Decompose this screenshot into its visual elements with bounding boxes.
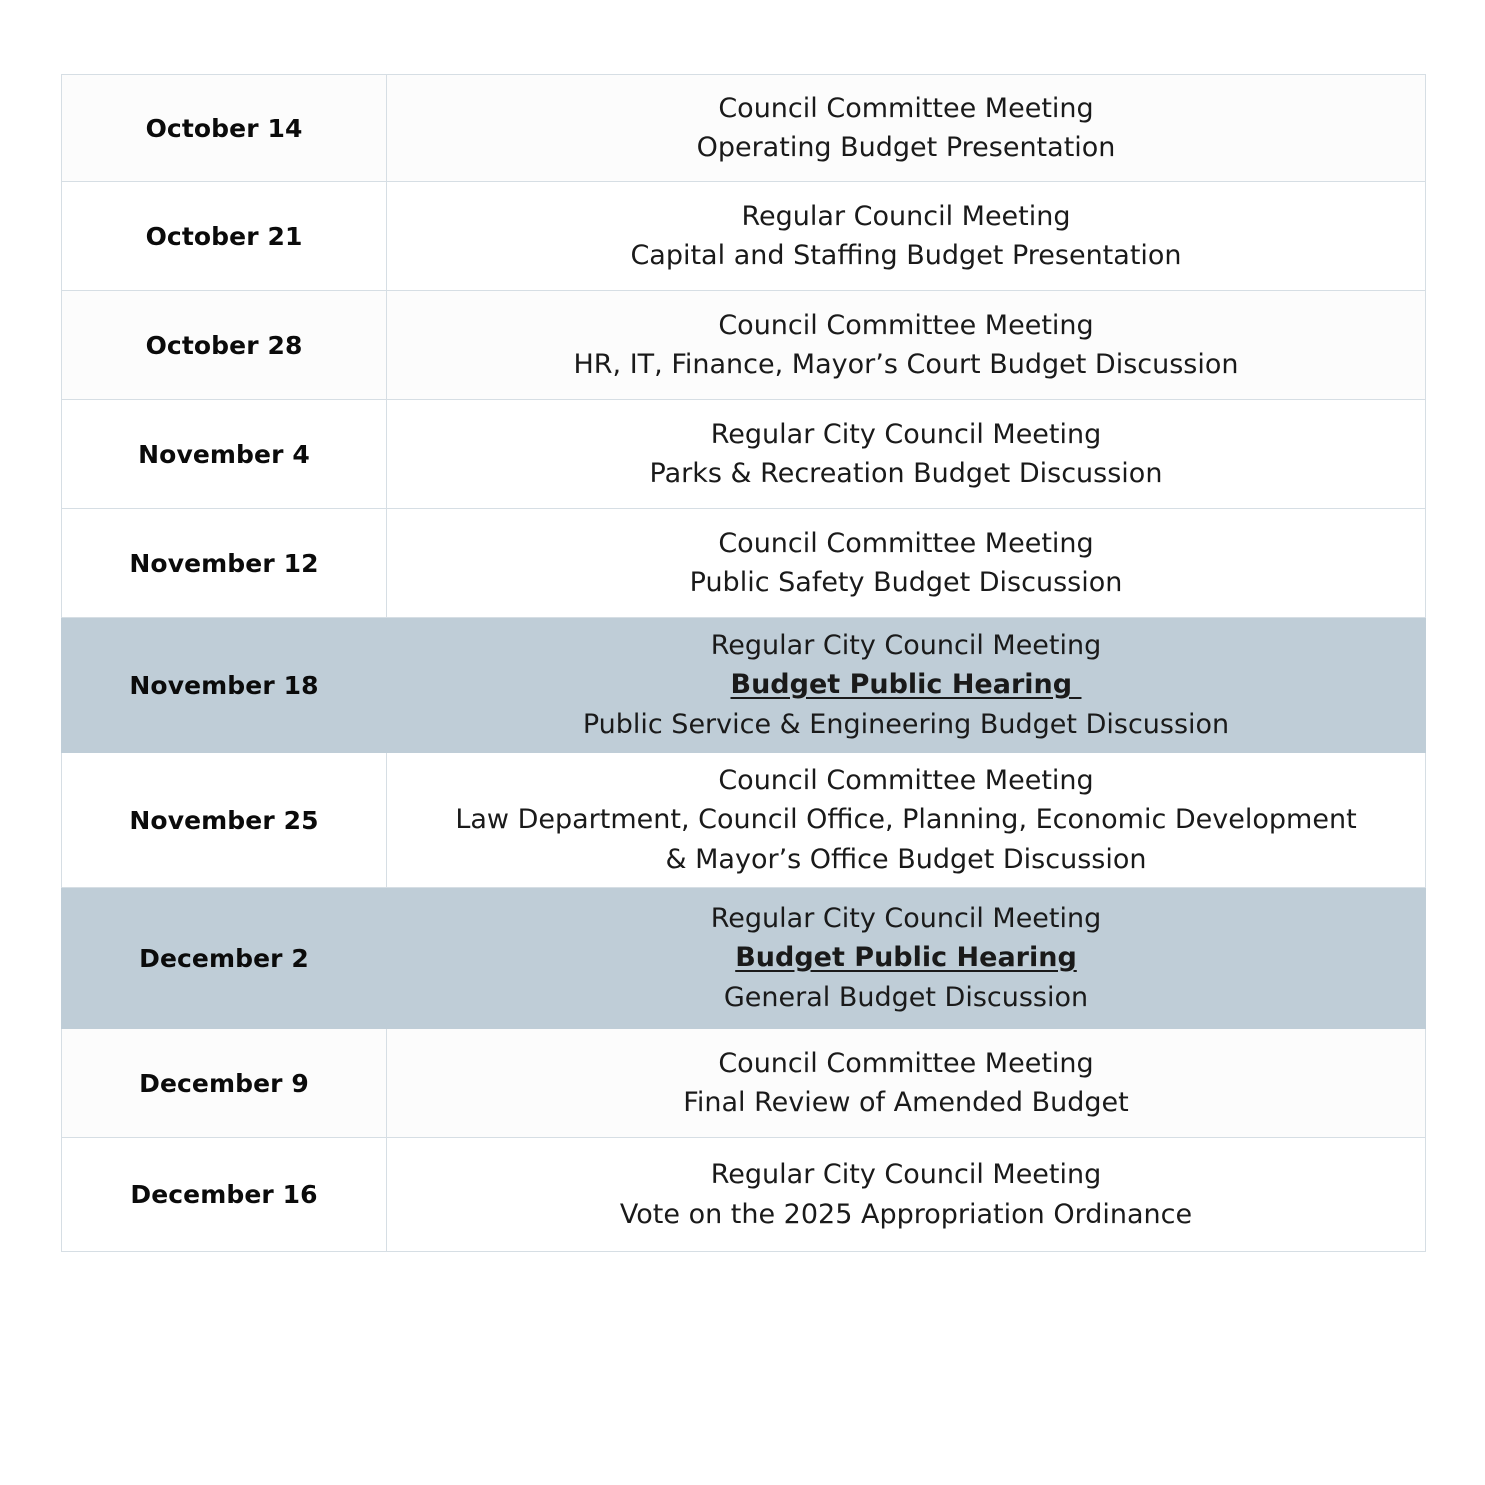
- row-date: October 28: [62, 291, 387, 400]
- row-description: [387, 753, 1426, 888]
- row-date: October 21: [62, 182, 387, 291]
- description-line: Operating Budget Presentation: [696, 132, 1116, 163]
- row-date: November 25: [62, 753, 387, 888]
- description-line: Regular City Council Meeting: [710, 418, 1102, 450]
- row-date: December 2: [62, 888, 387, 1029]
- row-date: November 12: [62, 509, 387, 618]
- description-line: General Budget Discussion: [723, 981, 1089, 1013]
- description-line: & Mayor’s Office Budget Discussion: [665, 843, 1147, 875]
- description-line: Capital and Staffing Budget Presentation: [630, 240, 1182, 271]
- description-line: Law Department, Council Office, Planning, Economic Development: [455, 804, 1357, 836]
- row-description: [387, 400, 1426, 509]
- table-row-highlighted: [62, 618, 1426, 753]
- description-line: Regular City Council Meeting: [710, 1159, 1102, 1191]
- row-description: [387, 1029, 1426, 1138]
- row-description: [387, 509, 1426, 618]
- row-description: [387, 182, 1426, 291]
- row-date: November 4: [62, 400, 387, 509]
- table-row: [62, 291, 1426, 400]
- row-date: October 14: [62, 75, 387, 182]
- table-row: [62, 753, 1426, 888]
- description-line: Council Committee Meeting: [718, 1047, 1094, 1079]
- description-line: Regular Council Meeting: [741, 200, 1071, 232]
- table-row: [62, 509, 1426, 618]
- row-description: [387, 1138, 1426, 1252]
- row-date: December 9: [62, 1029, 387, 1138]
- table-row: [62, 1029, 1426, 1138]
- description-line: Council Committee Meeting: [718, 527, 1094, 559]
- description-line: Regular City Council Meeting: [710, 629, 1102, 661]
- public-hearing-label: Budget Public Hearing: [735, 942, 1077, 974]
- description-line: Final Review of Amended Budget: [683, 1087, 1129, 1118]
- description-line: Vote on the 2025 Appropriation Ordinance: [619, 1198, 1193, 1230]
- description-line: Council Committee Meeting: [718, 92, 1094, 124]
- description-line: Council Committee Meeting: [718, 764, 1094, 796]
- public-hearing-label: Budget Public Hearing: [730, 669, 1082, 701]
- schedule-table-body: [62, 75, 1426, 1252]
- description-line: Parks & Recreation Budget Discussion: [649, 458, 1163, 489]
- description-line: Public Safety Budget Discussion: [689, 567, 1123, 598]
- row-description: [387, 618, 1426, 753]
- table-row: [62, 182, 1426, 291]
- description-line: Council Committee Meeting: [718, 309, 1094, 341]
- budget-schedule: [61, 74, 1425, 1252]
- table-row-highlighted: [62, 888, 1426, 1029]
- row-description: [387, 888, 1426, 1029]
- description-line: Public Service & Engineering Budget Discussion: [582, 708, 1230, 740]
- description-line: HR, IT, Finance, Mayor’s Court Budget Discussion: [573, 349, 1239, 380]
- schedule-table: [61, 74, 1426, 1252]
- table-row: [62, 1138, 1426, 1252]
- row-description: [387, 75, 1426, 182]
- row-description: [387, 291, 1426, 400]
- table-row: [62, 400, 1426, 509]
- description-line: Regular City Council Meeting: [710, 902, 1102, 934]
- table-row: [62, 75, 1426, 182]
- row-date: December 16: [62, 1138, 387, 1252]
- row-date: November 18: [62, 618, 387, 753]
